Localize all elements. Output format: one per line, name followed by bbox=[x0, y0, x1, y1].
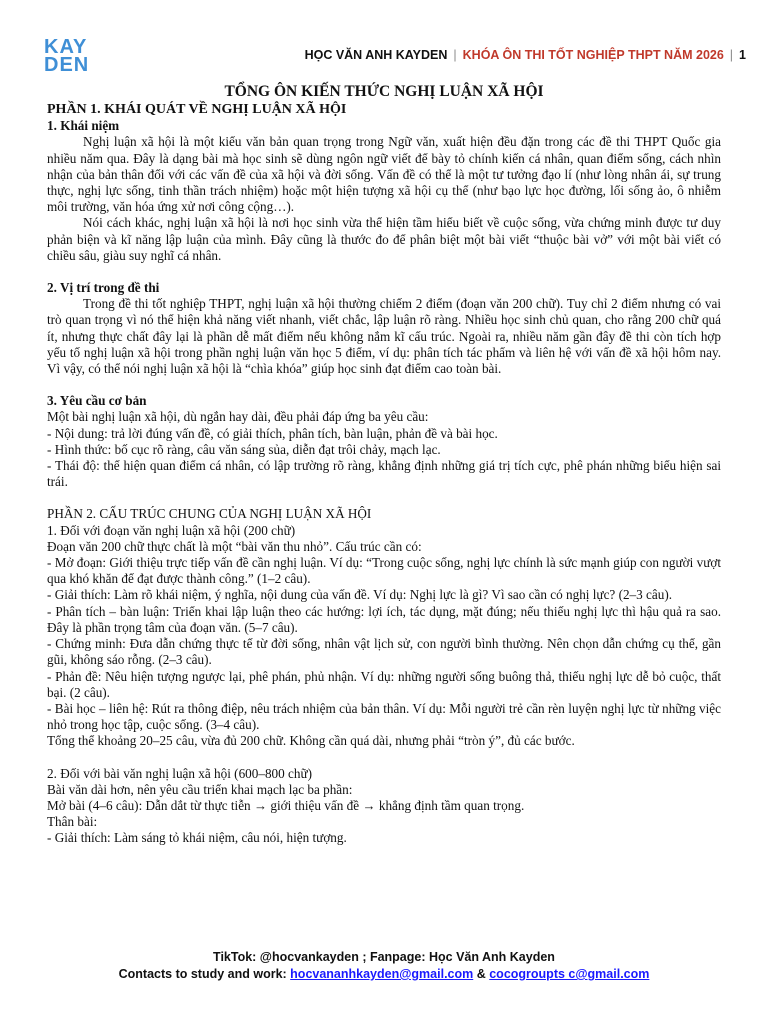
email-link-2[interactable]: cocogroupts c@gmail.com bbox=[489, 967, 650, 981]
kayden-logo bbox=[44, 38, 96, 74]
list-line: - Bài học – liên hệ: Rút ra thông điệp, nêu trách nhiệm của bản thân. Ví dụ: Mỗi người trẻ cần rèn luyện nghị lực từ những việc nhỏ trong học tập, cuộc sống. (3–4 câu). bbox=[47, 700, 721, 733]
list-line: Một bài nghị luận xã hội, dù ngắn hay dài, đều phải đáp ứng ba yêu cầu: bbox=[47, 409, 429, 425]
logo-top-text: KAY bbox=[44, 36, 88, 58]
list-line: Đoạn văn 200 chữ thực chất là một “bài văn thu nhỏ”. Cấu trúc cần có: bbox=[47, 538, 422, 554]
list-line: - Mở đoạn: Giới thiệu trực tiếp vấn đề cần nghị luận. Ví dụ: “Trong cuộc sống, nghị lực chính là sức mạnh giúp con người vượt qua khó khăn để đạt được thành công.” (1–2 câu). bbox=[47, 555, 721, 587]
footer-contacts bbox=[0, 966, 768, 983]
section-heading: 1. Đối với đoạn văn nghị luận xã hội (200 chữ) bbox=[47, 522, 296, 538]
header-separator: | bbox=[729, 48, 734, 62]
header-separator: | bbox=[453, 48, 457, 62]
list-line: Thân bài: bbox=[47, 814, 98, 830]
footer-ampersand: & bbox=[473, 967, 490, 981]
paragraph: Nói cách khác, nghị luận xã hội là nơi học sinh vừa thể hiện tầm hiểu biết về cuộc sống, vừa chứng minh được tư duy phản biện và kĩ năng lập luận của mình. Đây cũng là thước đo để phân biệt một bài viết “thuộc bài vở” với một bài viết có chiều sâu, giàu suy nghĩ cá nhân. bbox=[47, 215, 721, 263]
section-heading: 3. Yêu cầu cơ bản bbox=[47, 393, 147, 409]
list-line: - Giải thích: Làm sáng tỏ khái niệm, câu nói, hiện tượng. bbox=[47, 830, 347, 846]
document-title: TỔNG ÔN KIẾN THỨC NGHỊ LUẬN XÃ HỘI bbox=[224, 83, 544, 100]
list-line: Tổng thể khoảng 20–25 câu, vừa đủ 200 chữ. Không cần quá dài, nhưng phải “tròn ý”, đủ các bước. bbox=[47, 733, 575, 749]
list-line: Mở bài (4–6 câu): Dẫn dắt từ thực tiễn → giới thiệu vấn đề → khẳng định tầm quan trọng. bbox=[47, 797, 525, 813]
section-heading: 1. Khái niệm bbox=[47, 118, 120, 134]
paragraph: Nghị luận xã hội là một kiểu văn bản quan trọng trong Ngữ văn, xuất hiện đều đặn trong các đề thi THPT Quốc gia nhiều năm qua. Đây là dạng bài mà học sinh sẽ dùng ngôn ngữ viết để bày tỏ chính kiến cá nhân, quan điểm sống, cách nhìn nhận của bản thân đối với các vấn đề của xã hội và đời sống. Vấn đề có thể là một tư tưởng đạo lí (như lòng nhân ái, sự trung thực, nghị lực sống, tinh thần trách nhiệm) hoặc một hiện tượng xã hội cụ thể (như bạo lực học đường, lối sống ảo, ô nhiễm môi trường, văn hóa ứng xử nơi công cộng…). bbox=[47, 134, 721, 215]
email-link-1[interactable]: hocvananhkayden@gmail.com bbox=[290, 967, 474, 981]
section-heading: 2. Vị trí trong đề thi bbox=[47, 280, 160, 296]
list-line: Bài văn dài hơn, nên yêu cầu triển khai mạch lạc ba phần: bbox=[47, 781, 353, 797]
page-number: 1 bbox=[739, 48, 746, 62]
list-line: - Hình thức: bố cục rõ ràng, câu văn sáng sủa, diễn đạt trôi chảy, mạch lạc. bbox=[47, 441, 441, 457]
list-line: - Chứng minh: Đưa dẫn chứng thực tế từ đời sống, nhân vật lịch sử, con người bình thường. Nên chọn dẫn chứng cụ thể, gần gũi, không sáo rỗng. (2–3 câu). bbox=[47, 636, 721, 668]
logo-bottom-text: DEN bbox=[44, 54, 90, 76]
page-header bbox=[0, 0, 768, 80]
list-line: - Nội dung: trả lời đúng vấn đề, có giải thích, phân tích, bàn luận, phản đề và bài học. bbox=[47, 425, 498, 441]
list-line: - Giải thích: Làm rõ khái niệm, ý nghĩa, nội dung của vấn đề. Ví dụ: Nghị lực là gì? Vì sao cần có nghị lực? (2–3 câu). bbox=[47, 587, 673, 603]
list-line: - Phản đề: Nêu hiện tượng ngược lại, phê phán, phủ nhận. Ví dụ: những người sống buông thả, thiếu nghị lực dễ bỏ cuộc, thất bại. (2 câu). bbox=[47, 668, 721, 700]
footer-contacts-label: Contacts to study and work: bbox=[118, 967, 291, 981]
list-line: - Phân tích – bàn luận: Triển khai lập luận theo các hướng: lợi ích, tác dụng, mặt đúng; nếu thiếu nghị lực thì hậu quả ra sao. Đây là phần trọng tâm của đoạn văn. (5–7 câu). bbox=[47, 603, 721, 635]
header-brand: HỌC VĂN ANH KAYDEN bbox=[304, 48, 448, 62]
page-footer bbox=[0, 949, 768, 983]
section-heading: 2. Đối với bài văn nghị luận xã hội (600–800 chữ) bbox=[47, 765, 313, 781]
document-body bbox=[47, 82, 721, 847]
list-line: - Thái độ: thể hiện quan điểm cá nhân, có lập trường rõ ràng, khẳng định những giá trị tích cực, phê phán những biểu hiện sai trái. bbox=[47, 458, 721, 490]
header-course: KHÓA ÔN THI TỐT NGHIỆP THPT NĂM 2026 bbox=[462, 48, 724, 62]
part2-heading: PHẦN 2. CẤU TRÚC CHUNG CỦA NGHỊ LUẬN XÃ HỘI bbox=[47, 506, 372, 522]
part1-heading: PHẦN 1. KHÁI QUÁT VỀ NGHỊ LUẬN XÃ HỘI bbox=[47, 102, 347, 117]
header-text bbox=[305, 48, 746, 62]
paragraph: Trong đề thi tốt nghiệp THPT, nghị luận xã hội thường chiếm 2 điểm (đoạn văn 200 chữ). Tuy chỉ 2 điểm nhưng có vai trò quan trọng vì nó thể hiện khả năng viết nhanh, viết chắc, lập luận rõ ràng. Nhiều học sinh chủ quan, cho rằng 200 chữ quá ít, nhưng thực chất đây lại là phần dễ mất điểm nếu không nắm kĩ cấu trúc. Ngoài ra, nhiều năm gần đây đề thi còn tích hợp yếu tố nghị luận xã hội trong phần nghị luận văn học 5 điểm, ví dụ: phân tích tác phẩm và liên hệ với vấn đề xã hội hôm nay. Vì vậy, có thể nói nghị luận xã hội là “chìa khóa” giúp học sinh đạt điểm cao toàn bài. bbox=[47, 296, 721, 377]
footer-social: TikTok: @hocvankayden ; Fanpage: Học Văn Anh Kayden bbox=[213, 950, 555, 964]
